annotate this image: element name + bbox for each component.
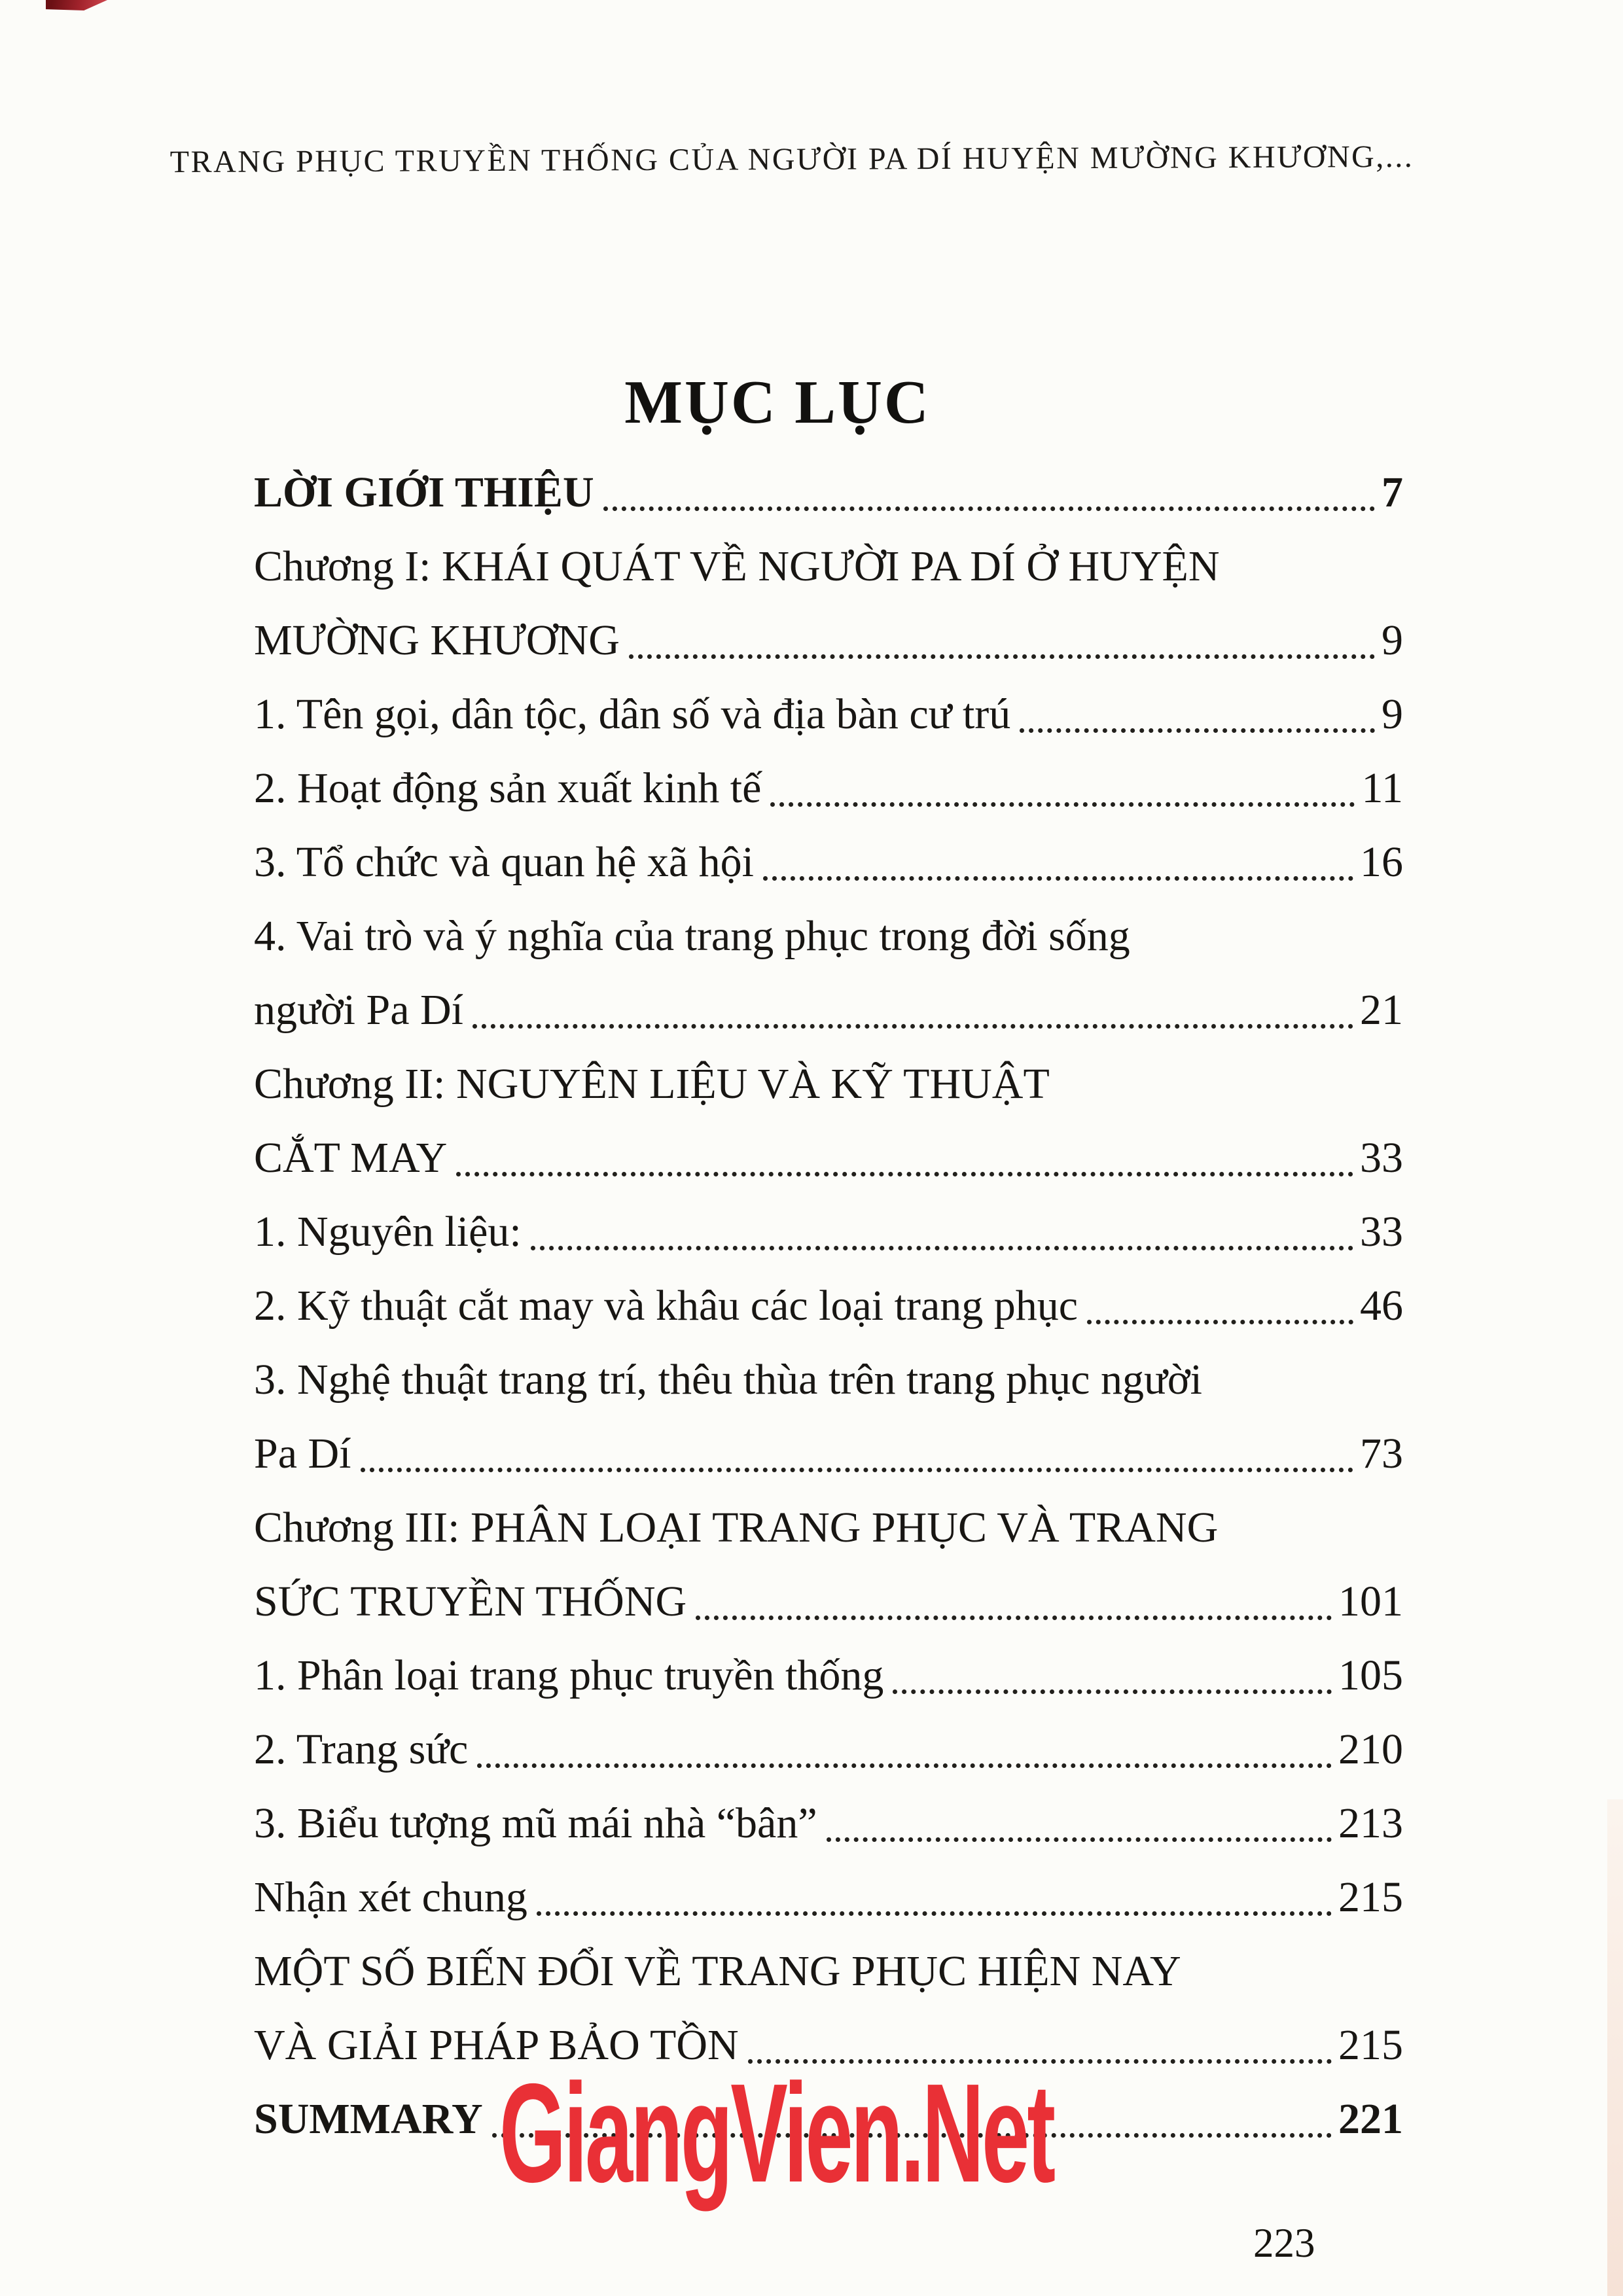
toc-line-text: LỜI GIỚI THIỆU	[254, 468, 594, 516]
toc-line	[254, 1121, 1403, 1195]
toc-page-number: 46	[1360, 1282, 1403, 1330]
dot-leader	[603, 506, 1375, 511]
toc-page-number: 16	[1360, 838, 1403, 886]
toc-line-text: 3. Nghệ thuật trang trí, thêu thùa trên trang phục người	[254, 1356, 1202, 1404]
dot-leader	[456, 1172, 1353, 1176]
dot-leader	[473, 1024, 1353, 1029]
toc-line-text: Chương III: PHÂN LOẠI TRANG PHỤC VÀ TRANG	[254, 1504, 1219, 1551]
dot-leader	[361, 1468, 1354, 1472]
toc-line	[254, 677, 1403, 751]
toc-line-text: 2. Hoạt động sản xuất kinh tế	[254, 764, 762, 812]
watermark-text: GiangVien.Net	[499, 2054, 1054, 2212]
toc-line-text: SỨC TRUYỀN THỐNG	[254, 1578, 687, 1625]
toc-line-text: 2. Trang sức	[254, 1725, 469, 1773]
dot-leader	[763, 876, 1353, 881]
dot-leader	[696, 1616, 1332, 1620]
dot-leader	[629, 654, 1375, 659]
toc-line	[254, 1786, 1403, 1860]
toc-page-number: 101	[1338, 1578, 1403, 1625]
toc-line-text: 1. Phân loại trang phục truyền thống	[254, 1651, 884, 1699]
toc-line-text: 2. Kỹ thuật cắt may và khâu các loại trang phục	[254, 1282, 1079, 1330]
page-title: MỤC LỤC	[624, 368, 931, 436]
toc-page-number: 21	[1360, 986, 1403, 1034]
toc-line	[254, 1564, 1403, 1638]
dot-leader	[827, 1837, 1332, 1842]
toc-line	[254, 455, 1403, 529]
toc-line	[254, 1195, 1403, 1269]
toc-line-text: 1. Nguyên liệu:	[254, 1208, 522, 1256]
dot-leader	[1020, 728, 1375, 733]
toc-page-number: 33	[1360, 1208, 1403, 1256]
toc-line-text: Chương I: KHÁI QUÁT VỀ NGƯỜI PA DÍ Ở HUYỆN	[254, 542, 1220, 590]
toc-page-number: 9	[1382, 690, 1403, 738]
toc-line	[254, 899, 1403, 973]
running-header: TRANG PHỤC TRUYỀN THỐNG CỦA NGƯỜI PA DÍ HUYỆN MƯỜNG KHƯƠNG,...	[169, 139, 1414, 180]
toc-line	[254, 1417, 1403, 1491]
toc-line	[254, 973, 1403, 1047]
toc-line-text: 4. Vai trò và ý nghĩa của trang phục trong đời sống	[254, 912, 1130, 960]
toc-page-number: 73	[1360, 1430, 1403, 1477]
toc-page-number: 213	[1338, 1799, 1403, 1847]
toc-line-text: CẮT MAY	[254, 1134, 448, 1182]
toc-line	[254, 751, 1403, 825]
toc-line-text: MỘT SỐ BIẾN ĐỔI VỀ TRANG PHỤC HIỆN NAY	[254, 1947, 1181, 1995]
toc-page-number: 11	[1361, 764, 1403, 812]
toc-line	[254, 1047, 1403, 1121]
toc-page-number: 215	[1338, 1873, 1403, 1921]
toc-line	[254, 1269, 1403, 1343]
toc-line-text: VÀ GIẢI PHÁP BẢO TỒN	[254, 2021, 739, 2069]
toc-page-number: 7	[1382, 468, 1403, 516]
toc-line	[254, 1638, 1403, 1712]
toc-page-number: 33	[1360, 1134, 1403, 1182]
toc-page-number: 215	[1338, 2021, 1403, 2069]
toc-line	[254, 603, 1403, 677]
footer-page-number: 223	[1253, 2220, 1315, 2266]
toc-line-text: MƯỜNG KHƯƠNG	[254, 616, 620, 664]
toc-line-text: Pa Dí	[254, 1430, 351, 1477]
toc-line-text: Chương II: NGUYÊN LIỆU VÀ KỸ THUẬT	[254, 1060, 1050, 1108]
dot-leader	[531, 1246, 1353, 1250]
toc-line	[254, 1712, 1403, 1786]
dot-leader	[770, 802, 1355, 807]
toc-line	[254, 825, 1403, 899]
toc-line	[254, 529, 1403, 603]
dot-leader	[1087, 1320, 1353, 1324]
dot-leader	[477, 1763, 1332, 1768]
toc-page-number: 221	[1338, 2095, 1403, 2143]
toc-line-text: 3. Tổ chức và quan hệ xã hội	[254, 838, 754, 886]
toc-line	[254, 1860, 1403, 1934]
toc-line-text: 3. Biểu tượng mũ mái nhà “bân”	[254, 1799, 817, 1847]
toc-line	[254, 1934, 1403, 2008]
toc	[254, 455, 1403, 2156]
scan-edge-artifact	[1607, 1799, 1623, 2296]
toc-line-text: Nhận xét chung	[254, 1873, 527, 1921]
toc-line	[254, 1343, 1403, 1417]
toc-page-number: 9	[1382, 616, 1403, 664]
toc-line-text: người Pa Dí	[254, 986, 464, 1034]
toc-page-number: 210	[1338, 1725, 1403, 1773]
toc-line-text: 1. Tên gọi, dân tộc, dân số và địa bàn cư trú	[254, 690, 1011, 738]
dot-leader	[537, 1911, 1332, 1916]
toc-line-text: SUMMARY	[254, 2095, 483, 2143]
toc-line	[254, 1491, 1403, 1564]
dot-leader	[893, 1689, 1332, 1694]
toc-page-number: 105	[1338, 1651, 1403, 1699]
torn-corner-mark	[46, 0, 107, 10]
